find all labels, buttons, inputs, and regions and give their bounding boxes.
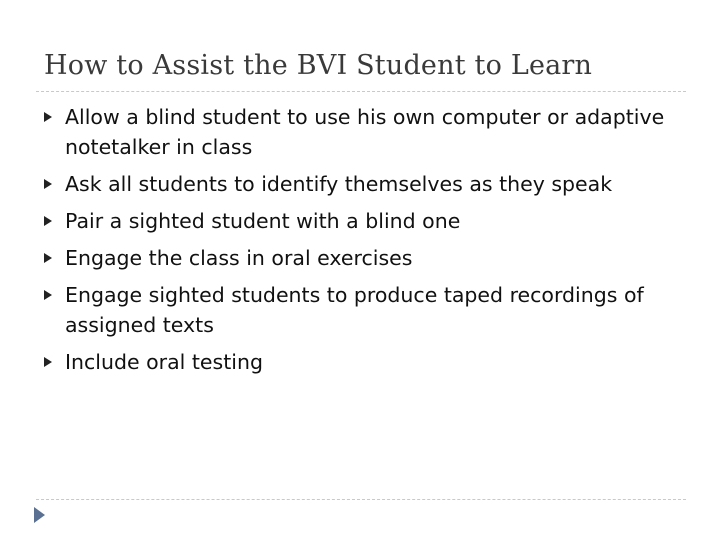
bullet-text: Include oral testing [65, 350, 263, 374]
bullet-text: Pair a sighted student with a blind one [65, 209, 461, 233]
bullet-arrow-icon [44, 179, 52, 189]
bullet-arrow-icon [44, 112, 52, 122]
slide-title: How to Assist the BVI Student to Learn [44, 50, 593, 81]
bullet-text: Engage the class in oral exercises [65, 246, 413, 270]
bullet-arrow-icon [44, 290, 52, 300]
footer-divider [36, 499, 686, 500]
bullet-item [44, 243, 674, 273]
bullet-arrow-icon [44, 216, 52, 226]
next-slide-arrow-icon[interactable] [34, 507, 45, 523]
bullet-arrow-icon [44, 357, 52, 367]
bullet-arrow-icon [44, 253, 52, 263]
bullet-list [44, 102, 674, 384]
bullet-item [44, 169, 674, 199]
bullet-text: Engage sighted students to produce taped recordings of assigned texts [65, 283, 644, 337]
bullet-text: Ask all students to identify themselves as they speak [65, 172, 613, 196]
bullet-text: Allow a blind student to use his own computer or adaptive notetalker in class [65, 105, 665, 159]
title-divider [36, 91, 686, 92]
bullet-item [44, 206, 674, 236]
bullet-item [44, 280, 674, 340]
bullet-item [44, 102, 674, 162]
bullet-item [44, 347, 674, 377]
